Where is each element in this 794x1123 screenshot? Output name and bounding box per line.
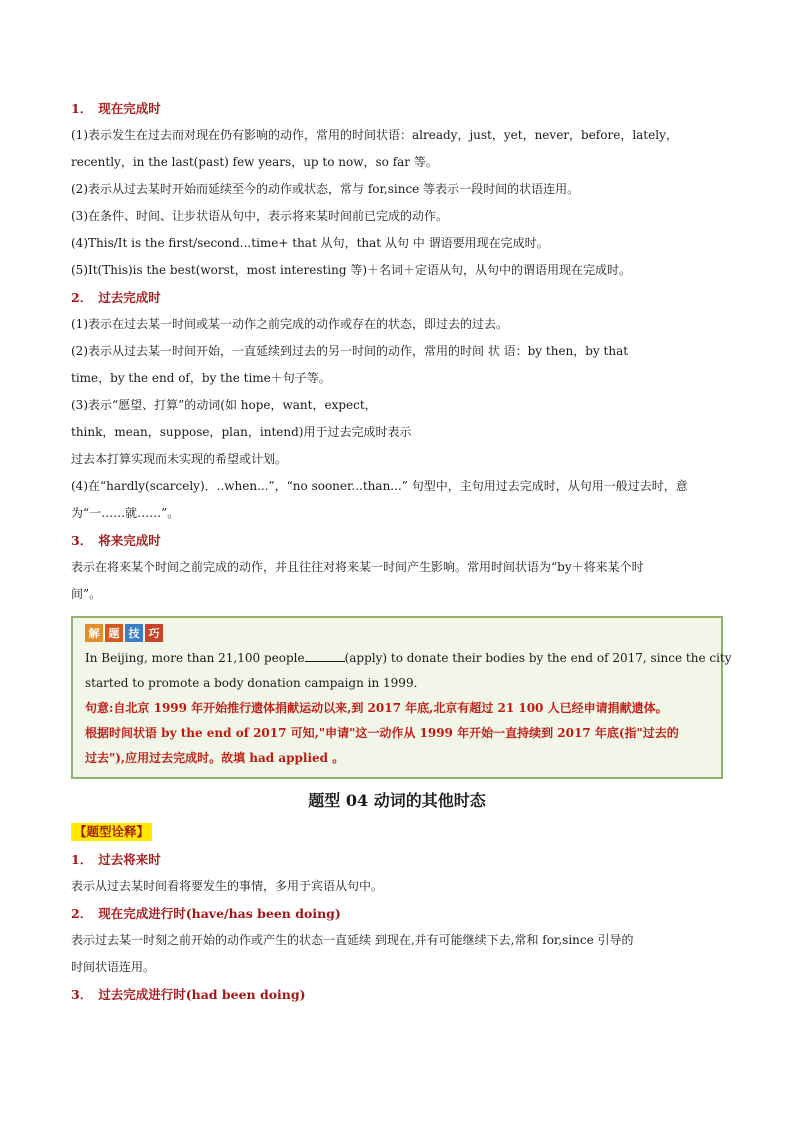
answer-blank — [305, 649, 345, 662]
text-line: recently，in the last(past) few years，up to now，so far 等。 — [71, 155, 438, 169]
solving-tips-box — [71, 616, 732, 779]
text-line: (4)This/It is the first/second...time+ that 从句，that 从句 中 谓语要用现在完成时。 — [71, 236, 549, 250]
text-line: think，mean，suppose，plan，intend)用于过去完成时表示 — [71, 425, 412, 439]
badge-line — [71, 819, 723, 846]
type-explanation-badge: 【题型诠释】 — [71, 823, 152, 841]
text-line: (3)在条件、时间、让步状语从句中，表示将来某时间前已完成的动作。 — [71, 209, 449, 223]
text-line: time，by the end of，by the time＋句子等。 — [71, 371, 331, 385]
section-heading-future-perfect: 3． 将来完成时 — [71, 533, 161, 548]
explanation-line: 句意:自北京 1999 年开始推行遗体捐献运动以来,到 2017 年底,北京有超过 21 100 人已经申请捐献遗体。 — [85, 701, 668, 715]
tag-char: 解 — [85, 624, 103, 642]
explanation-line: 根据时间状语 by the end of 2017 可知,"申请"这一动作从 1999 年开始一直持续到 2017 年底(指"过去的 — [85, 726, 679, 740]
question-line: started to promote a body donation campaign in 1999. — [85, 676, 418, 690]
text-line: (5)It(This)is the best(worst，most interesting 等)＋名词＋定语从句，从句中的谓语用现在完成时。 — [71, 263, 632, 277]
section-heading-past-perfect-continuous: 3． 过去完成进行时(had been doing) — [71, 987, 306, 1002]
tips-tag-group — [85, 624, 709, 642]
section-title: 题型 04 动词的其他时态 — [308, 791, 486, 810]
text-line: 表示过去某一时刻之前开始的动作或产生的状态一直延续 到现在,并有可能继续下去,常和 for,since 引导的 — [71, 933, 634, 947]
tag-char: 巧 — [145, 624, 163, 642]
text-line: (2)表示从过去某时开始而延续至今的动作或状态，常与 for,since 等表示一段时间的状语连用。 — [71, 182, 580, 196]
section-heading-past-perfect: 2． 过去完成时 — [71, 290, 161, 305]
document-page — [71, 95, 732, 1008]
text-line: 表示从过去某时间看将要发生的事情，多用于宾语从句中。 — [71, 879, 384, 893]
text-line: (3)表示“愿望、打算”的动词(如 hope，want，expect， — [71, 398, 377, 412]
explanation-line: 过去"),应用过去完成时。故填 had applied 。 — [85, 751, 345, 765]
section-heading-past-future: 1． 过去将来时 — [71, 852, 161, 867]
section-heading-present-perfect: 1． 现在完成时 — [71, 101, 161, 116]
text-line: 为“一……就……”。 — [71, 506, 180, 520]
text-line: (2)表示从过去某一时间开始，一直延续到过去的另一时间的动作，常用的时间 状 语：by then，by that — [71, 344, 629, 358]
text-line: (1)表示发生在过去而对现在仍有影响的动作，常用的时间状语：already，just，yet，never，before，lately， — [71, 128, 678, 142]
tag-char: 题 — [105, 624, 123, 642]
tag-char: 技 — [125, 624, 143, 642]
text-line: (1)表示在过去某一时间或某一动作之前完成的动作或存在的状态，即过去的过去。 — [71, 317, 509, 331]
text-line: 表示在将来某个时间之前完成的动作，并且往往对将来某一时间产生影响。常用时间状语为“by＋将来某个时 — [71, 560, 644, 574]
text-line: 间”。 — [71, 587, 102, 601]
section-heading-present-perfect-continuous: 2． 现在完成进行时(have/has been doing) — [71, 906, 341, 921]
text-line: 过去本打算实现而未实现的希望或计划。 — [71, 452, 288, 466]
text-line: 时间状语连用。 — [71, 960, 156, 974]
text-line: (4)在“hardly(scarcely)．..when...”，“no sooner...than...” 句型中，主句用过去完成时，从句用一般过去时，意 — [71, 479, 688, 493]
question-line: In Beijing, more than 21,100 people (apply) to donate their bodies by the end of 2017, since the city — [85, 651, 732, 665]
